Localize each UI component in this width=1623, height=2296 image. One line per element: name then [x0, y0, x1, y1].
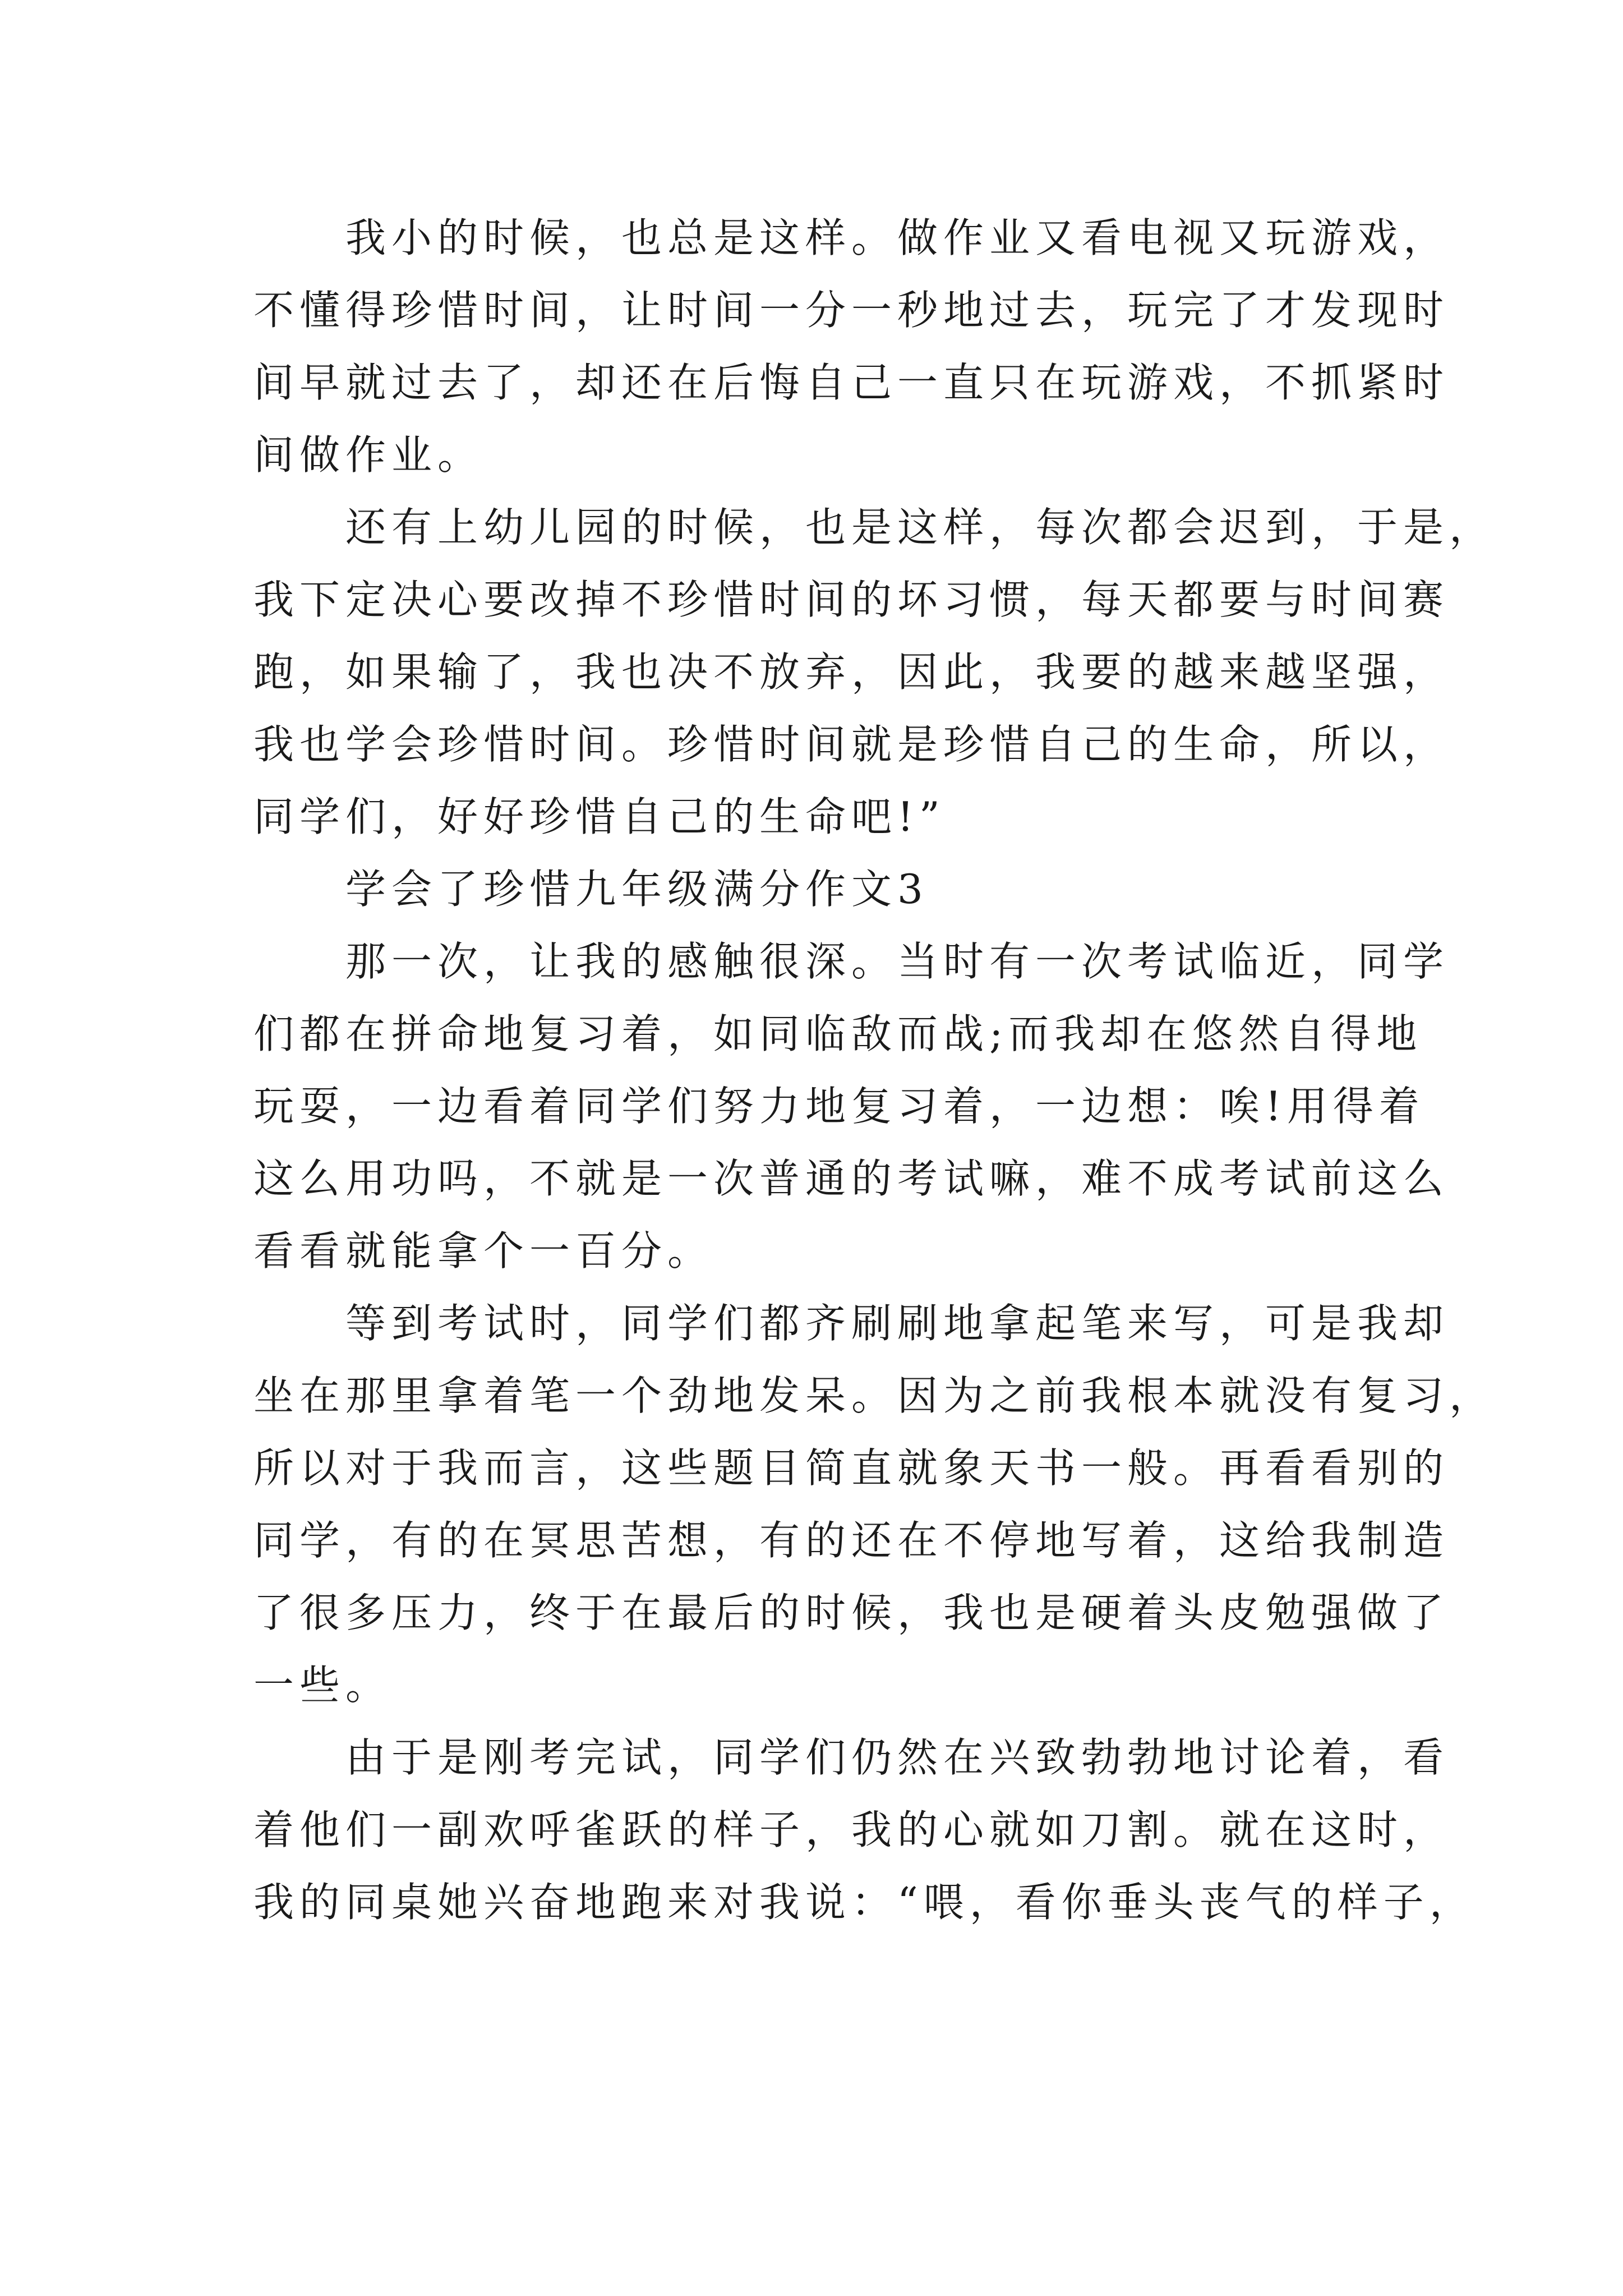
text-line: 间做作业。 — [253, 431, 484, 478]
text-line: 同学们，好好珍惜自己的生命吧!” — [253, 793, 946, 840]
text-line: 我下定决心要改掉不珍惜时间的坏习惯，每天都要与时间赛 — [253, 576, 1450, 623]
text-line: 等到考试时，同学们都齐刷刷地拿起笔来写，可是我却 — [345, 1300, 1450, 1347]
text-line: 看看就能拿个一百分。 — [253, 1227, 714, 1274]
text-line: 不懂得珍惜时间，让时间一分一秒地过去，玩完了才发现时 — [253, 287, 1450, 334]
text-line: 跑，如果输了，我也决不放弃，因此，我要的越来越坚强， — [253, 648, 1450, 696]
text-line: 那一次，让我的感触很深。当时有一次考试临近，同学 — [345, 938, 1450, 985]
text-line: 同学，有的在冥思苦想，有的还在不停地写着，这给我制造 — [253, 1517, 1450, 1564]
text-line: 我小的时候，也总是这样。做作业又看电视又玩游戏， — [345, 214, 1450, 261]
text-line: 我也学会珍惜时间。珍惜时间就是珍惜自己的生命，所以， — [253, 721, 1450, 768]
essay-body — [253, 202, 1496, 1939]
text-line: 玩耍，一边看着同学们努力地复习着，一边想：唉!用得着 — [253, 1083, 1425, 1130]
text-line: 一些。 — [253, 1662, 392, 1709]
text-line: 着他们一副欢呼雀跃的样子，我的心就如刀割。就在这时， — [253, 1806, 1450, 1853]
text-line: 还有上幼儿园的时候，也是这样，每次都会迟到，于是， — [345, 504, 1496, 551]
text-line: 这么用功吗，不就是一次普通的考试嘛，难不成考试前这么 — [253, 1155, 1450, 1202]
text-line: 了很多压力，终于在最后的时候，我也是硬着头皮勉强做了 — [253, 1589, 1450, 1636]
text-line: 所以对于我而言，这些题目简直就象天书一般。再看看别的 — [253, 1444, 1450, 1492]
text-line: 间早就过去了，却还在后悔自己一直只在玩游戏，不抓紧时 — [253, 359, 1450, 406]
text-line: 坐在那里拿着笔一个劲地发呆。因为之前我根本就没有复习， — [253, 1372, 1496, 1419]
text-line: 我的同桌她兴奋地跑来对我说：“喂，看你垂头丧气的样子， — [253, 1879, 1476, 1926]
section-heading: 学会了珍惜九年级满分作文3 — [345, 866, 929, 913]
text-line: 由于是刚考完试，同学们仍然在兴致勃勃地讨论着，看 — [345, 1734, 1450, 1781]
text-line: 们都在拼命地复习着，如同临敌而战;而我却在悠然自得地 — [253, 1010, 1423, 1057]
